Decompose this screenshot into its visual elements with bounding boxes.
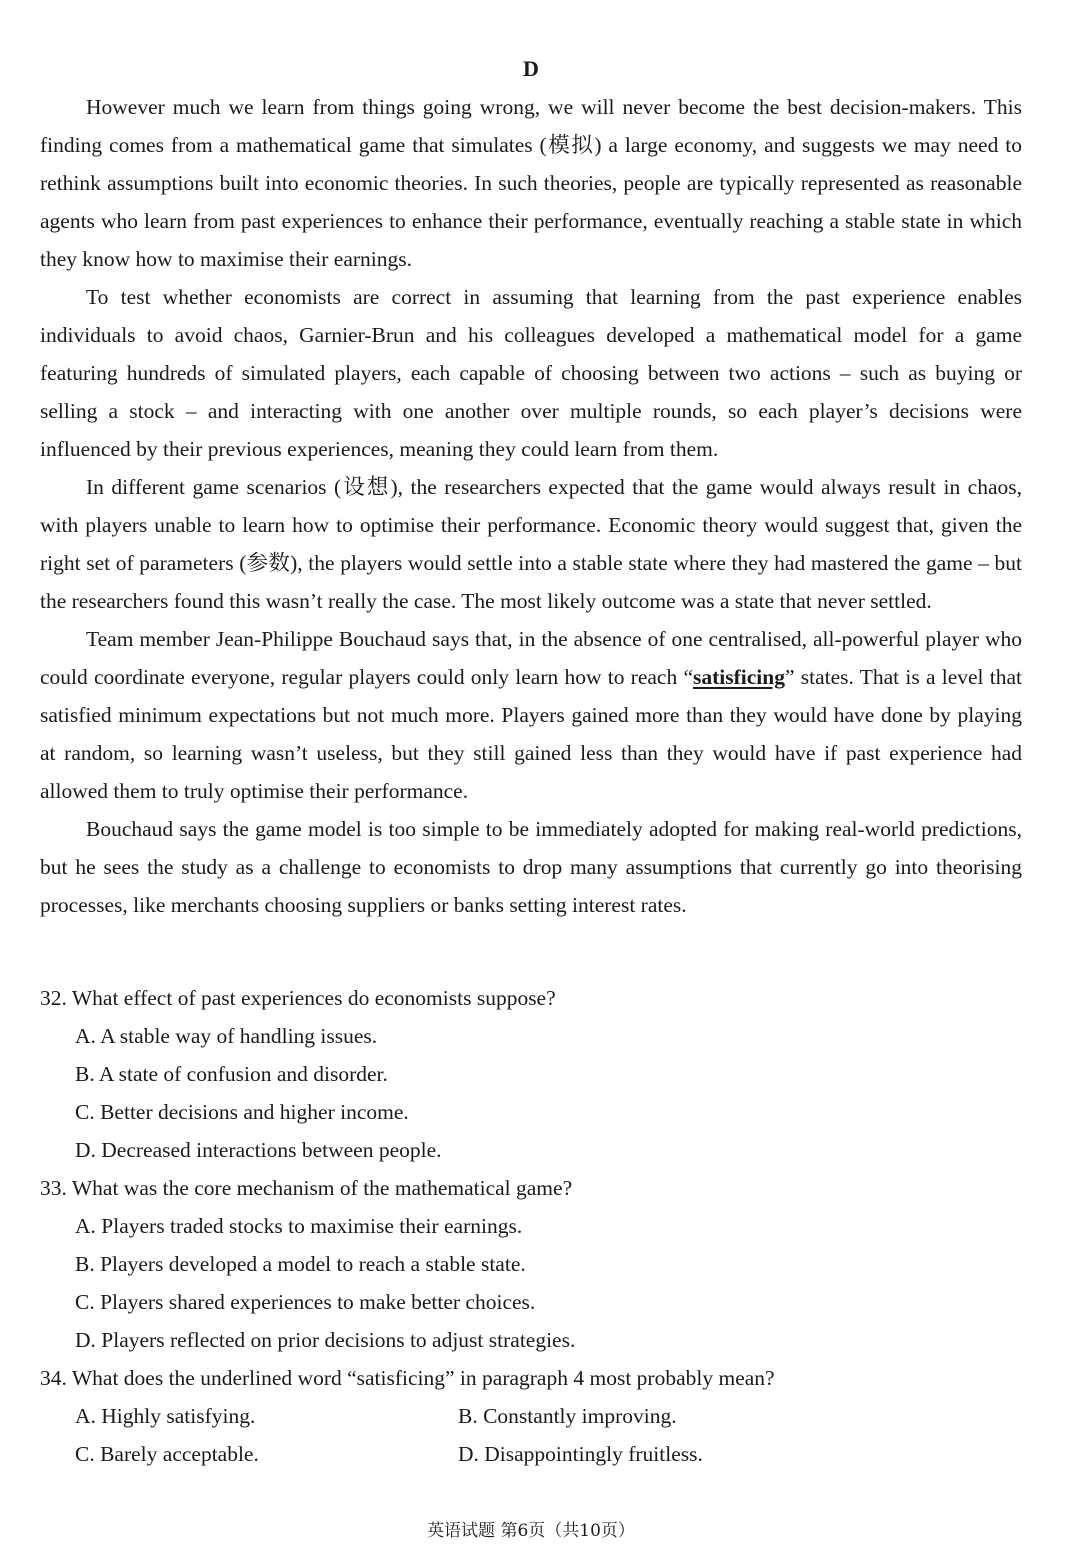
paragraph-1: However much we learn from things going wrong, we will never become the best decision-makers. This finding comes from a mathematical game that simulates (模拟) a large economy, and suggests we may need to rethink assumptions built into economic theories. In such theories, people are typically represented as reasonable agents who learn from past experiences to enhance their performance, eventually reaching a stable state in which they know how to maximise their earnings. bbox=[40, 95, 1022, 271]
option-c: C. Players shared experiences to make better choices. bbox=[75, 1290, 536, 1314]
paragraph-4 bbox=[40, 620, 1022, 810]
option-b: B. A state of confusion and disorder. bbox=[75, 1062, 388, 1086]
question-stem: 33. What was the core mechanism of the mathematical game? bbox=[40, 1176, 573, 1200]
option-a: A. Players traded stocks to maximise their earnings. bbox=[75, 1214, 523, 1238]
paragraph-2: To test whether economists are correct in assuming that learning from the past experience enables individuals to avoid chaos, Garnier-Brun and his colleagues developed a mathematical model for a game featuring hundreds of simulated players, each capable of choosing between two actions – such as buying or selling a stock – and interacting with one another over multiple rounds, so each player’s decisions were influenced by their previous experiences, meaning they could learn from them. bbox=[40, 285, 1022, 461]
paragraph-4-part-2: ” states. That is a level that satisfied minimum expectations but not much more. Players gained more than they would have done by playing at random, so learning wasn’t useless, but they still gained less than they would have if past experience had allowed them to truly optimise their performance. bbox=[40, 665, 1022, 803]
option-b: B. Players developed a model to reach a stable state. bbox=[75, 1252, 526, 1276]
option-b: B. Constantly improving. bbox=[458, 1404, 677, 1428]
option-d: D. Disappointingly fruitless. bbox=[458, 1442, 703, 1466]
option-d: D. Decreased interactions between people. bbox=[75, 1138, 442, 1162]
underlined-word: satisficing bbox=[693, 665, 785, 689]
page-footer: 英语试题 第6页（共10页） bbox=[427, 1521, 635, 1541]
question-stem: 34. What does the underlined word “satisficing” in paragraph 4 most probably mean? bbox=[40, 1366, 775, 1390]
option-a: A. Highly satisfying. bbox=[75, 1404, 256, 1428]
paragraph-4-part-1: Team member Jean-Philippe Bouchaud says that, in the absence of one centralised, all-powerful player who could coordinate everyone, regular players could only learn how to reach “ bbox=[40, 627, 1022, 689]
paragraph-3: In different game scenarios (设想), the researchers expected that the game would always result in chaos, with players unable to learn how to optimise their performance. Economic theory would suggest that, given the right set of parameters (参数), the players would settle into a stable state where they had mastered the game – but the researchers found this wasn’t really the case. The most likely outcome was a state that never settled. bbox=[40, 475, 1022, 613]
option-c: C. Barely acceptable. bbox=[75, 1442, 259, 1466]
question-32 bbox=[40, 979, 1022, 1169]
option-d: D. Players reflected on prior decisions to adjust strategies. bbox=[75, 1328, 576, 1352]
option-a: A. A stable way of handling issues. bbox=[75, 1024, 378, 1048]
question-stem: 32. What effect of past experiences do economists suppose? bbox=[40, 986, 556, 1010]
reading-passage bbox=[40, 88, 1022, 924]
passage-heading: D bbox=[523, 56, 539, 81]
option-grid bbox=[75, 1397, 1022, 1473]
paragraph-5: Bouchaud says the game model is too simple to be immediately adopted for making real-world predictions, but he sees the study as a challenge to economists to drop many assumptions that currently go into theorising processes, like merchants choosing suppliers or banks setting interest rates. bbox=[40, 817, 1022, 917]
question-33 bbox=[40, 1169, 1022, 1359]
option-c: C. Better decisions and higher income. bbox=[75, 1100, 409, 1124]
question-34 bbox=[40, 1359, 1022, 1473]
question-list bbox=[40, 979, 1022, 1473]
